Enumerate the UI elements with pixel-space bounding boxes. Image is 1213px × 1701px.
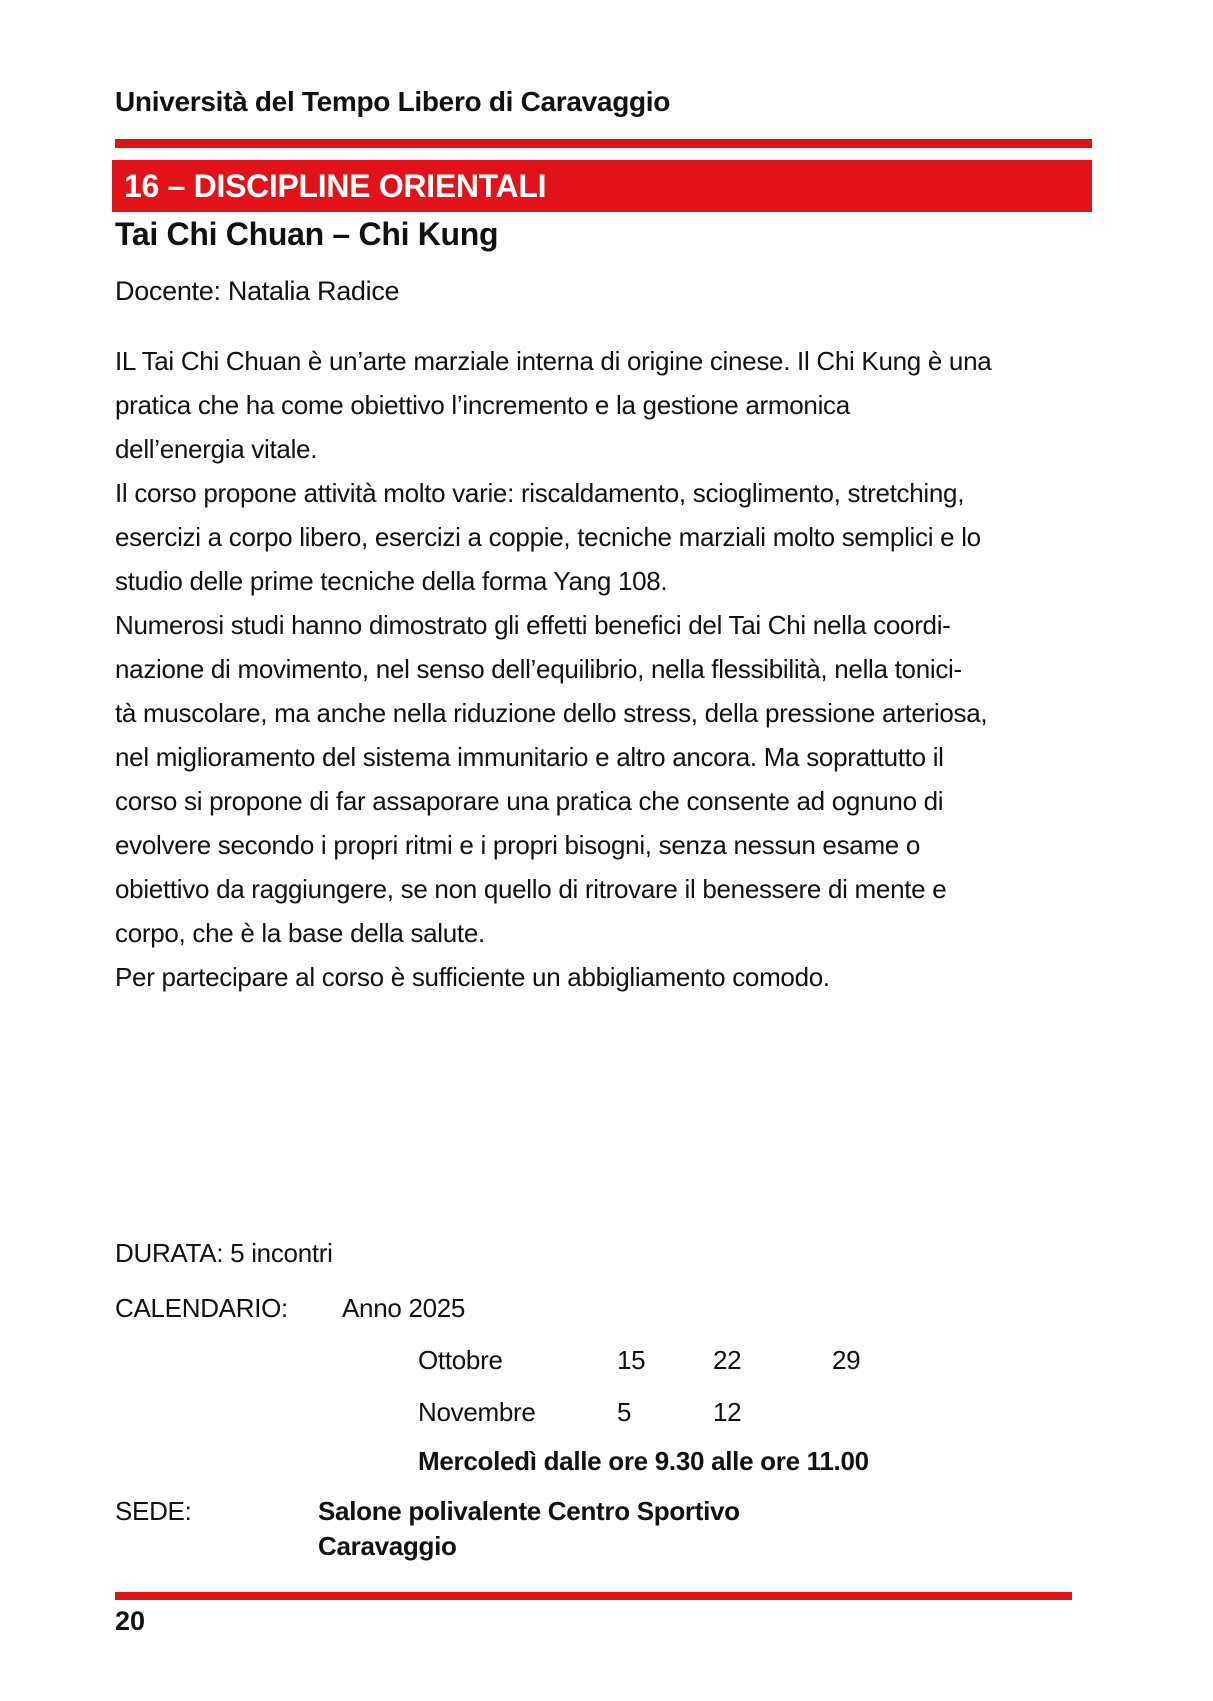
body-line: corpo, che è la base della salute. <box>115 918 485 948</box>
venue-value <box>318 1494 740 1564</box>
body-line: studio delle prime tecniche della forma Yang 108. <box>115 566 668 596</box>
calendar-day: 12 <box>713 1397 742 1427</box>
body-line: Il corso propone attività molto varie: riscaldamento, scioglimento, stretching, <box>115 478 965 508</box>
body-line: evolvere secondo i propri ritmi e i propri bisogni, senza nessun esame o <box>115 830 921 860</box>
duration-row <box>115 1238 333 1269</box>
calendar-day: 22 <box>713 1345 742 1375</box>
schedule-note: Mercoledì dalle ore 9.30 alle ore 11.00 <box>418 1446 869 1476</box>
calendar-month: Novembre <box>418 1397 536 1427</box>
calendar-year: Anno 2025 <box>342 1293 466 1323</box>
body-line: tà muscolare, ma anche nella riduzione dello stress, della pressione arteriosa, <box>115 698 988 728</box>
venue-line: Salone polivalente Centro Sportivo <box>318 1496 740 1526</box>
body-line: pratica che ha come obiettivo l’incremento e la gestione armonica <box>115 390 850 420</box>
body-line: Per partecipare al corso è sufficiente un abbigliamento comodo. <box>115 962 830 992</box>
venue-label: SEDE: <box>115 1496 192 1526</box>
course-description <box>115 339 1115 999</box>
duration-label: DURATA: <box>115 1238 224 1268</box>
calendar-month-row <box>418 1397 1018 1431</box>
teacher-line: Docente: Natalia Radice <box>115 276 400 306</box>
calendar-day: 15 <box>617 1345 646 1375</box>
calendar-day: 5 <box>617 1397 632 1427</box>
body-line: obiettivo da raggiungere, se non quello di ritrovare il benessere di mente e <box>115 874 947 904</box>
calendar-day: 29 <box>832 1345 861 1375</box>
calendar-month-row <box>418 1345 1018 1379</box>
course-title: Tai Chi Chuan – Chi Kung <box>115 216 499 252</box>
body-line: dell’energia vitale. <box>115 434 318 464</box>
body-line: esercizi a corpo libero, esercizi a coppie, tecniche marziali molto semplici e lo <box>115 522 981 552</box>
calendar-label: CALENDARIO: <box>115 1293 288 1323</box>
body-line: IL Tai Chi Chuan è un’arte marziale interna di origine cinese. Il Chi Kung è una <box>115 346 992 376</box>
calendar-row <box>115 1293 715 1327</box>
body-line: corso si propone di far assaporare una pratica che consente ad ognuno di <box>115 786 944 816</box>
body-line: nazione di movimento, nel senso dell’equilibrio, nella flessibilità, nella tonici- <box>115 654 962 684</box>
section-banner <box>112 160 1092 212</box>
section-banner-title: 16 – DISCIPLINE ORIENTALI <box>124 167 547 204</box>
calendar-month: Ottobre <box>418 1345 503 1375</box>
footer-rule <box>115 1592 1072 1600</box>
body-line: Numerosi studi hanno dimostrato gli effetti benefici del Tai Chi nella coordi- <box>115 610 951 640</box>
page-number: 20 <box>115 1606 146 1636</box>
calendar-table <box>418 1345 1018 1455</box>
header-rule <box>115 139 1092 148</box>
body-line: nel miglioramento del sistema immunitario e altro ancora. Ma soprattutto il <box>115 742 944 772</box>
document-header-title: Università del Tempo Libero di Caravaggio <box>115 86 671 117</box>
venue-line: Caravaggio <box>318 1531 457 1561</box>
duration-value: 5 incontri <box>230 1238 333 1268</box>
